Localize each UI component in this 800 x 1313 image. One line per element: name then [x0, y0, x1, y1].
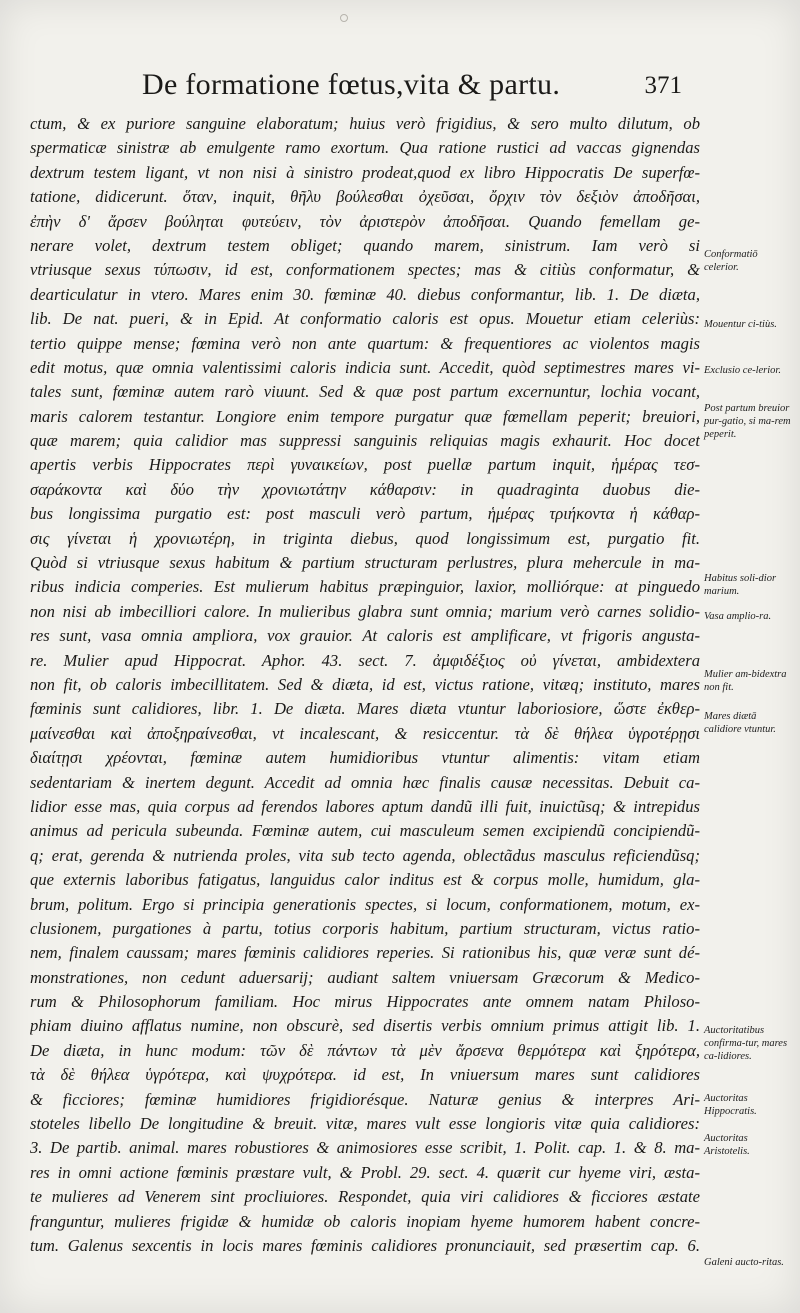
text-line: edit motus, quæ omnia valentissimi caloris indicia sunt. Accedit, quòd septimestres mares vi- [30, 357, 700, 377]
text-line: ribus indicia comperies. Est mulierum habitus præpinguior, laxior, molliórque: at pinguedo [30, 577, 700, 597]
margin-note: Mouentur ci-tiùs. [704, 319, 777, 330]
margin-note: Vasa amplio-ra. [704, 611, 772, 622]
text-line: re. Mulier apud Hippocrat. Aphor. 43. sect. 7. ἀμφιδέξιος οὐ γίνεται, ambidextera [30, 650, 700, 670]
text-line: bus longissima purgatio est: post masculi verò partum, ἡμέρας τριήκοντα ἡ κάθαρ- [30, 504, 700, 524]
text-line: phiam diuino afflatus numine, non obscurè, sed disertis verbis omnium primus attigit lib. 1. [30, 1016, 700, 1036]
running-title: De formatione fœtus,vita & partu. [142, 68, 561, 101]
text-line: σαράκοντα καὶ δύο τὴν χρονιωτάτην κάθαρσιν: in quadraginta duobus die- [30, 479, 700, 499]
text-line: q; erat, gerenda & nutrienda proles, vita sub tecto agenda, oblectãdus masculus reficiendũsq; [30, 845, 700, 865]
text-line: tertio quippe mense; fœmina verò non ante quartum: & frequentiores ac violentos magis [30, 333, 700, 353]
text-line: tum. Galenus sexcentis in locis mares fœminis calidiores pronunciauit, sed præsertim cap. 6. [30, 1235, 700, 1255]
text-line: ἐπὴν δ' ἄρσεν βούληται φυτεύειν, τὸν ἀριστερὸν ἀποδῆσαι. Quando femellam ge- [30, 211, 700, 231]
text-line: vtriusque sexus τύπωσιν, id est, conformationem spectes; mas & citiùs conformatur, & [30, 260, 700, 280]
text-line: διαίτῃσι χρέονται, fœminæ autem humidioribus vtuntur alimentis: vitam etiam [30, 748, 700, 768]
text-line: monstrationes, non cedunt aduersarij; audiant saltem vniuersam Græcorum & Medico- [30, 967, 700, 987]
paper-blemish [340, 14, 348, 22]
page-header [142, 68, 682, 108]
text-line: te mulieres ad Venerem sint procliuiores. Respondet, quia viri calidiores & ficciores æstate [30, 1187, 700, 1207]
text-line: rum & Philosophorum familiam. Hoc mirus Hippocrates ante omnem natam Philoso- [30, 992, 700, 1012]
margin-note: Habitus soli-dior marium. [704, 573, 777, 597]
text-line: stoteles libello De longitudine & breuit. vitæ, mares vult esse longioris vitæ quia calidiores: [30, 1114, 700, 1134]
text-line: σις γίνεται ἡ χρονιωτέρη, in triginta diebus, quod longissimum est, purgatio fit. [30, 528, 700, 548]
text-line: 3. De partib. animal. mares robustiores & animosiores esse scribit, 1. Polit. cap. 1. & 8. ma- [30, 1138, 700, 1158]
text-line: nerare volet, dextrum testem obliget; quando marem, sinistrum. Iam verò si [30, 235, 700, 255]
text-line: dearticulatur in vtero. Mares enim 30. fœminæ 40. diebus conformantur, lib. 1. De diæta, [30, 284, 700, 304]
text-line: apertis verbis Hippocrates περὶ γυναικείων, post puellæ partum inquit, ἡμέρας τεσ- [30, 455, 700, 475]
text-line: fœminis sunt calidiores, libr. 1. De diæta. Mares diæta vtuntur laboriosiore, ὥστε ἐκθερ- [30, 699, 700, 719]
margin-note: Exclusio ce-lerior. [704, 365, 781, 376]
text-line: ctum, & ex puriore sanguine elaboratum; huius verò frigidius, & sero multo dilutum, ob [30, 114, 700, 133]
text-line: dextrum testem ligant, vt non nisi à sinistro prodeat,quod ex libro Hippocratis De superfœ- [30, 162, 700, 182]
text-line: lib. De nat. pueri, & in Epid. At conformatio caloris est opus. Mouetur etiam celeriùs: [30, 309, 700, 329]
margin-note: Conformatiō celerior. [704, 249, 758, 273]
text-line: brum, politum. Ergo si principia generationis spectes, si locum, conformationem, motum, ex- [30, 894, 700, 914]
text-line: tales sunt, fœminæ autem rarò viuunt. Sed & quæ post partum excernuntur, lochia vocant, [30, 382, 700, 402]
text-line: nem, finalem caussam; mares fœminis calidiores reperies. Si rationibus his, quæ veræ sunt dé- [30, 943, 700, 963]
margin-note: Galeni aucto-ritas. [704, 1257, 784, 1268]
text-line: τὰ δὲ θήλεα ὑγρότερα, καὶ ψυχρότερα. id est, In vniuersum mares sunt calidiores [30, 1065, 700, 1085]
text-line: tatione, didicerunt. ὅταν, inquit, θῆλυ βούλεσθαι ὀχεῦσαι, ὄρχιν τὸν δεξιὸν ἀποδῆσαι, [30, 187, 700, 207]
text-line: & ficciores; fœminæ humidiores frigidiorésque. Naturæ genius & interpres Ari- [30, 1089, 700, 1109]
text-line: que externis laboribus fatigatus, languidus calor inditus est & corpus molle, humidum, gla- [30, 870, 700, 890]
margin-note: Post partum breuior pur-gatio, si ma-rem peperit. [704, 403, 791, 440]
text-line: res sunt, vasa omnia ampliora, vox grauior. At caloris est amplificare, vt frigoris angusta- [30, 626, 700, 646]
text-line: quæ marem; quia calidior mas suppressi sanguinis reliquias magis exhaurit. Hoc docet [30, 431, 700, 451]
text-line: De diæta, in hunc modum: τῶν δὲ πάντων τὰ μὲν ἄρσενα θερμότερα καὶ ξηρότερα, [30, 1040, 700, 1060]
text-line: maris calorem testantur. Longiore enim tempore purgatur quæ fœmellam peperit; breuiori, [30, 406, 700, 426]
margin-note: Mulier am-bidextra non fit. [704, 669, 787, 693]
text-line: clusionem, purgationes à partu, totius corporis habitum, partium structuram, victus ratio- [30, 918, 700, 938]
text-line: franguntur, mulieres frigidæ & humidæ ob caloris inopiam hyeme humorem habent concre- [30, 1211, 700, 1231]
body-text [30, 112, 700, 1258]
text-line: spermaticæ sinistræ ab emulgente ramo exortum. Qua ratione rustici ad vaccas gignendas [30, 138, 700, 158]
text-line: sedentariam & inertem degunt. Accedit ad omnia hæc finalis causæ necessitas. Debuit ca- [30, 772, 700, 792]
margin-note: Mares diætā calidiore vtuntur. [704, 711, 776, 735]
text-line: animus ad pericula subeunda. Fœminæ autem, cui masculeum semen excipiendũ concipiendũ- [30, 821, 700, 841]
text-line: μαίνεσθαι καὶ ἀποξηραίνεσθαι, vt incalescant, & resiccentur. τὰ δὲ θήλεα ὑγροτέρῃσι [30, 723, 700, 743]
text-line: non nisi ab imbecilliori calore. In mulieribus glabra sunt omnia; marium verò carnes solidio- [30, 601, 700, 621]
text-line: non fit, ob caloris imbecillitatem. Sed & diæta, id est, victus ratione, vitæq; instituto, mares [30, 674, 700, 694]
margin-note: Auctoritas Aristotelis. [704, 1133, 750, 1157]
text-line: res in omni actione fœminis præstare vult, & Probl. 29. sect. 4. quærit cur hyeme viri, æsta- [30, 1162, 700, 1182]
text-line: Quòd si vtriusque sexus habitum & partium structuram perlustres, plura mehercule in ma- [30, 553, 700, 573]
text-line: lidior esse mas, quia corpus ad ferendos labores aptum dandũ illi fuit, inuictũsq; & intrepidus [30, 796, 700, 816]
margin-note: Auctoritas Hippocratis. [704, 1093, 757, 1117]
page-number: 371 [644, 72, 682, 99]
margin-note: Auctoritatibus confirma-tur, mares ca-lidiores. [704, 1025, 788, 1062]
